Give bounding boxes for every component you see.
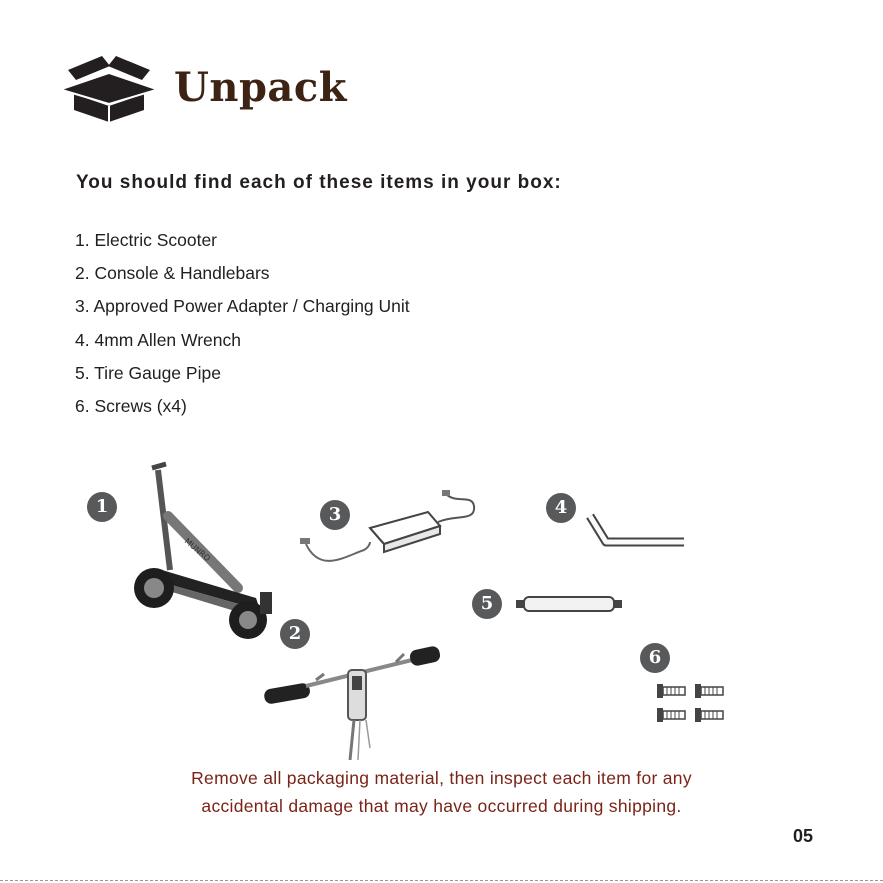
list-item: 2. Console & Handlebars [75, 263, 270, 284]
section-subtitle: You should find each of these items in your box: [76, 172, 562, 193]
bottom-divider [0, 880, 883, 881]
page-number: 05 [792, 826, 813, 846]
allen-wrench-icon [578, 512, 690, 550]
item-number-badge: 3 [320, 500, 350, 530]
page-title: Unpack [174, 63, 347, 111]
list-item: 3. Approved Power Adapter / Charging Unit [75, 296, 410, 317]
svg-text:MUNRO: MUNRO [182, 536, 212, 564]
page-header [60, 52, 347, 122]
tire-gauge-pipe-icon [514, 594, 624, 614]
open-box-icon [60, 52, 158, 122]
list-item: 5. Tire Gauge Pipe [75, 362, 221, 383]
item-number-badge: 2 [280, 619, 310, 649]
list-item: 1. Electric Scooter [75, 230, 217, 250]
item-number-badge: 6 [640, 643, 670, 673]
screw-icon [655, 682, 727, 724]
items-illustration [0, 430, 883, 770]
list-item: 4. 4mm Allen Wrench [75, 329, 241, 350]
item-number-badge: 5 [472, 589, 502, 619]
scooter-icon [128, 460, 288, 640]
item-number-badge: 4 [546, 493, 576, 523]
items-list [75, 224, 410, 423]
inspection-note-line: accidental damage that may have occurred during shipping. [201, 796, 682, 816]
inspection-note [0, 764, 883, 820]
list-item: 6. Screws (x4) [75, 395, 187, 416]
handlebars-icon [262, 638, 452, 763]
item-number-badge: 1 [87, 492, 117, 522]
power-adapter-icon [296, 486, 488, 578]
inspection-note-line: Remove all packaging material, then inspect each item for any [191, 768, 692, 788]
